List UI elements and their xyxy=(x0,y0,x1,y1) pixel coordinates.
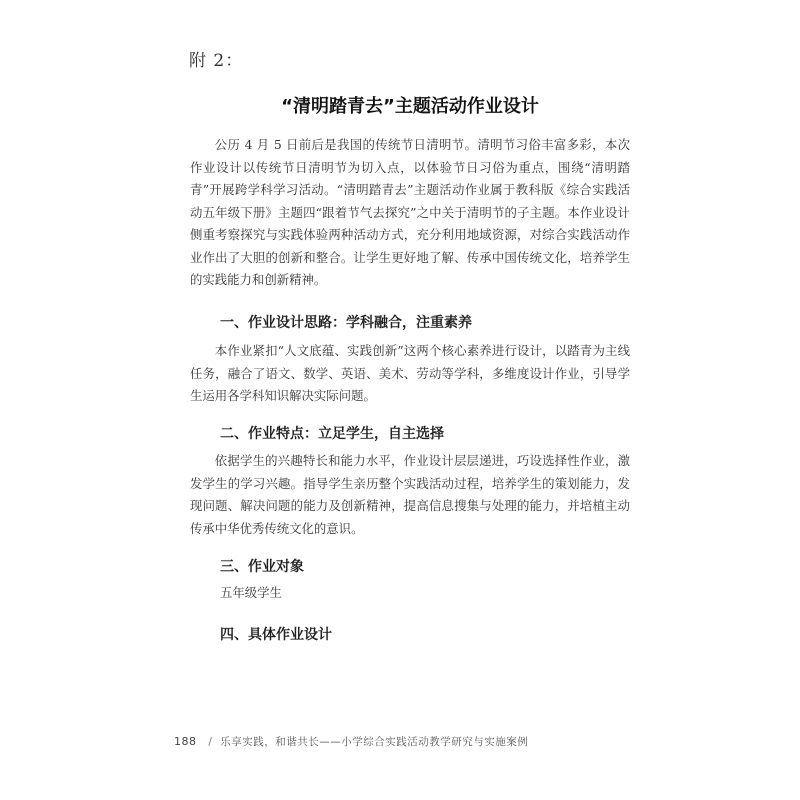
section-text-2: 依据学生的兴趣特长和能力水平，作业设计层层递进，巧设选择性作业，激发学生的学习兴趣。指导学生亲历整个实践活动过程，培养学生的策划能力，发现问题、解决问题的能力及创新精神，提高信息搜集与处理的能力，并培植主动传承中华优秀传统文化的意识。 xyxy=(190,453,630,536)
intro-paragraph xyxy=(190,134,630,292)
section-heading-3: 三、作业对象 xyxy=(220,559,304,575)
document-title: “清明踏青去”主题活动作业设计 xyxy=(281,96,539,117)
book-title: 乐享实践，和谐共长——小学综合实践活动教学研究与实施案例 xyxy=(220,736,529,748)
section-body-1 xyxy=(190,340,630,408)
section-heading-1: 一、作业设计思路：学科融合，注重素养 xyxy=(220,315,472,331)
section-text-3: 五年级学生 xyxy=(220,585,282,600)
intro-text: 公历 4 月 5 日前后是我国的传统节日清明节。清明节习俗丰富多彩，本次作业设计以传统节日清明节为切入点，以体验节日习俗为重点，围绕“清明踏青”开展跨学科学习活动。“清明踏青去”主题活动作业属于教科版《综合实践活动五年级下册》主题四“跟着节气去探究”之中关于清明节的子主题。本作业设计侧重考察探究与实践体验两种活动方式，充分利用地域资源，对综合实践活动作业作出了大胆的创新和整合。让学生更好地了解、传承中国传统文化，培养学生的实践能力和创新精神。 xyxy=(190,137,630,287)
section-text-1: 本作业紧扣“人文底蕴、实践创新”这两个核心素养进行设计，以踏青为主线任务，融合了语文、数学、英语、美术、劳动等学科，多维度设计作业，引导学生运用各学科知识解决实际问题。 xyxy=(190,343,630,403)
footer-separator: / xyxy=(208,736,213,748)
page-number: 188 xyxy=(174,735,197,748)
section-heading-2: 二、作业特点：立足学生，自主选择 xyxy=(220,426,444,442)
section-body-2 xyxy=(190,450,630,540)
page-footer xyxy=(174,734,528,749)
section-body-3 xyxy=(190,582,630,605)
appendix-label: 附 2： xyxy=(189,51,244,71)
section-heading-4: 四、具体作业设计 xyxy=(220,627,332,643)
